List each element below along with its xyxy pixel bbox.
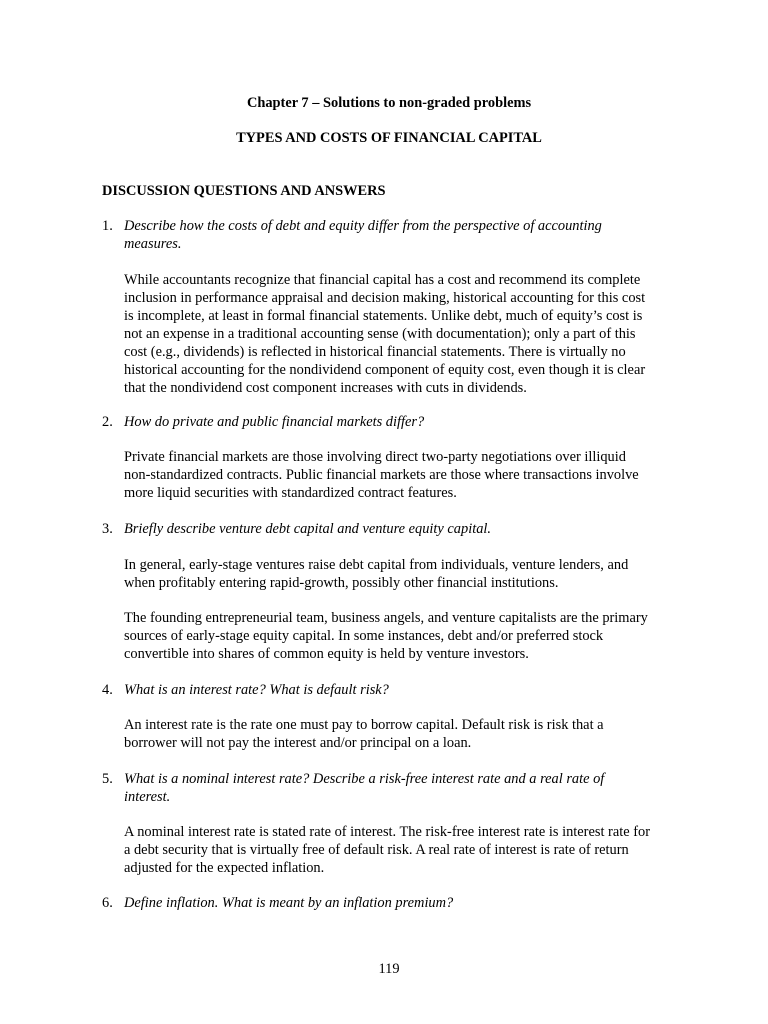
answer-paragraph (124, 271, 694, 397)
answer-paragraph (124, 556, 694, 592)
question-text (124, 770, 684, 806)
answer-paragraph (124, 609, 694, 663)
answer-line: sources of early-stage equity capital. In some instances, debt and/or preferred stock (124, 628, 604, 644)
question-number: 3. (102, 521, 113, 537)
answer-line: historical accounting for the nondividend component of equity cost, even though it is clear (124, 362, 646, 378)
answer-line: Private financial markets are those involving direct two-party negotiations over illiquid (124, 449, 626, 465)
question-line: Describe how the costs of debt and equity differ from the perspective of accounting (124, 218, 602, 234)
answer-line: when profitably entering rapid-growth, possibly other financial institutions. (124, 575, 559, 591)
question-text (124, 413, 684, 431)
answer-line: The founding entrepreneurial team, business angels, and venture capitalists are the primary (124, 610, 648, 626)
answer-line: In general, early-stage ventures raise debt capital from individuals, venture lenders, and (124, 557, 629, 573)
question-text (124, 520, 684, 538)
question-number: 1. (102, 218, 113, 234)
question-number: 5. (102, 771, 113, 787)
answer-line: that the nondividend cost component increases with cuts in dividends. (124, 380, 527, 396)
question-text (124, 681, 684, 699)
answer-line: An interest rate is the rate one must pay to borrow capital. Default risk is risk that a (124, 717, 604, 733)
answer-line: inclusion in performance appraisal and decision making, historical accounting for this cost (124, 290, 646, 306)
answer-line: non-standardized contracts. Public financial markets are those where transactions involve (124, 467, 639, 483)
answer-paragraph (124, 716, 694, 752)
answer-line: adjusted for the expected inflation. (124, 860, 325, 876)
question-text (124, 894, 684, 912)
question-line: Define inflation. What is meant by an inflation premium? (124, 895, 454, 911)
answer-paragraph (124, 823, 694, 877)
question-number: 6. (102, 895, 113, 911)
question-line: interest. (124, 789, 171, 805)
question-line: measures. (124, 236, 182, 252)
chapter-title: Chapter 7 – Solutions to non-graded problems (246, 95, 532, 111)
answer-line: more liquid securities with standardized contract features. (124, 485, 457, 501)
question-number: 4. (102, 682, 113, 698)
section-heading: DISCUSSION QUESTIONS AND ANSWERS (102, 183, 386, 199)
answer-line: cost (e.g., dividends) is reflected in historical financial statements. There is virtually no (124, 344, 626, 360)
answer-line: borrower will not pay the interest and/or principal on a loan. (124, 735, 472, 751)
answer-paragraph (124, 448, 694, 502)
main-title: TYPES AND COSTS OF FINANCIAL CAPITAL (236, 130, 542, 146)
answer-line: is incomplete, at least in formal financial statements. Unlike debt, much of equity’s cost is (124, 308, 643, 324)
answer-line: not an expense in a traditional accounting sense (with documentation); only a part of this (124, 326, 636, 342)
answer-line: convertible into shares of common equity is held by venture investors. (124, 646, 529, 662)
answer-line: While accountants recognize that financial capital has a cost and recommend its complete (124, 272, 641, 288)
page-number: 119 (378, 961, 400, 977)
answer-line: a debt security that is virtually free of default risk. A real rate of interest is rate of return (124, 842, 629, 858)
question-line: What is an interest rate? What is default risk? (124, 682, 389, 698)
question-line: Briefly describe venture debt capital and venture equity capital. (124, 521, 491, 537)
answer-line: A nominal interest rate is stated rate of interest. The risk-free interest rate is interest rate for (124, 824, 650, 840)
question-line: What is a nominal interest rate? Describe a risk-free interest rate and a real rate of (124, 771, 605, 787)
question-number: 2. (102, 414, 113, 430)
question-line: How do private and public financial markets differ? (124, 414, 425, 430)
question-text (124, 217, 684, 253)
